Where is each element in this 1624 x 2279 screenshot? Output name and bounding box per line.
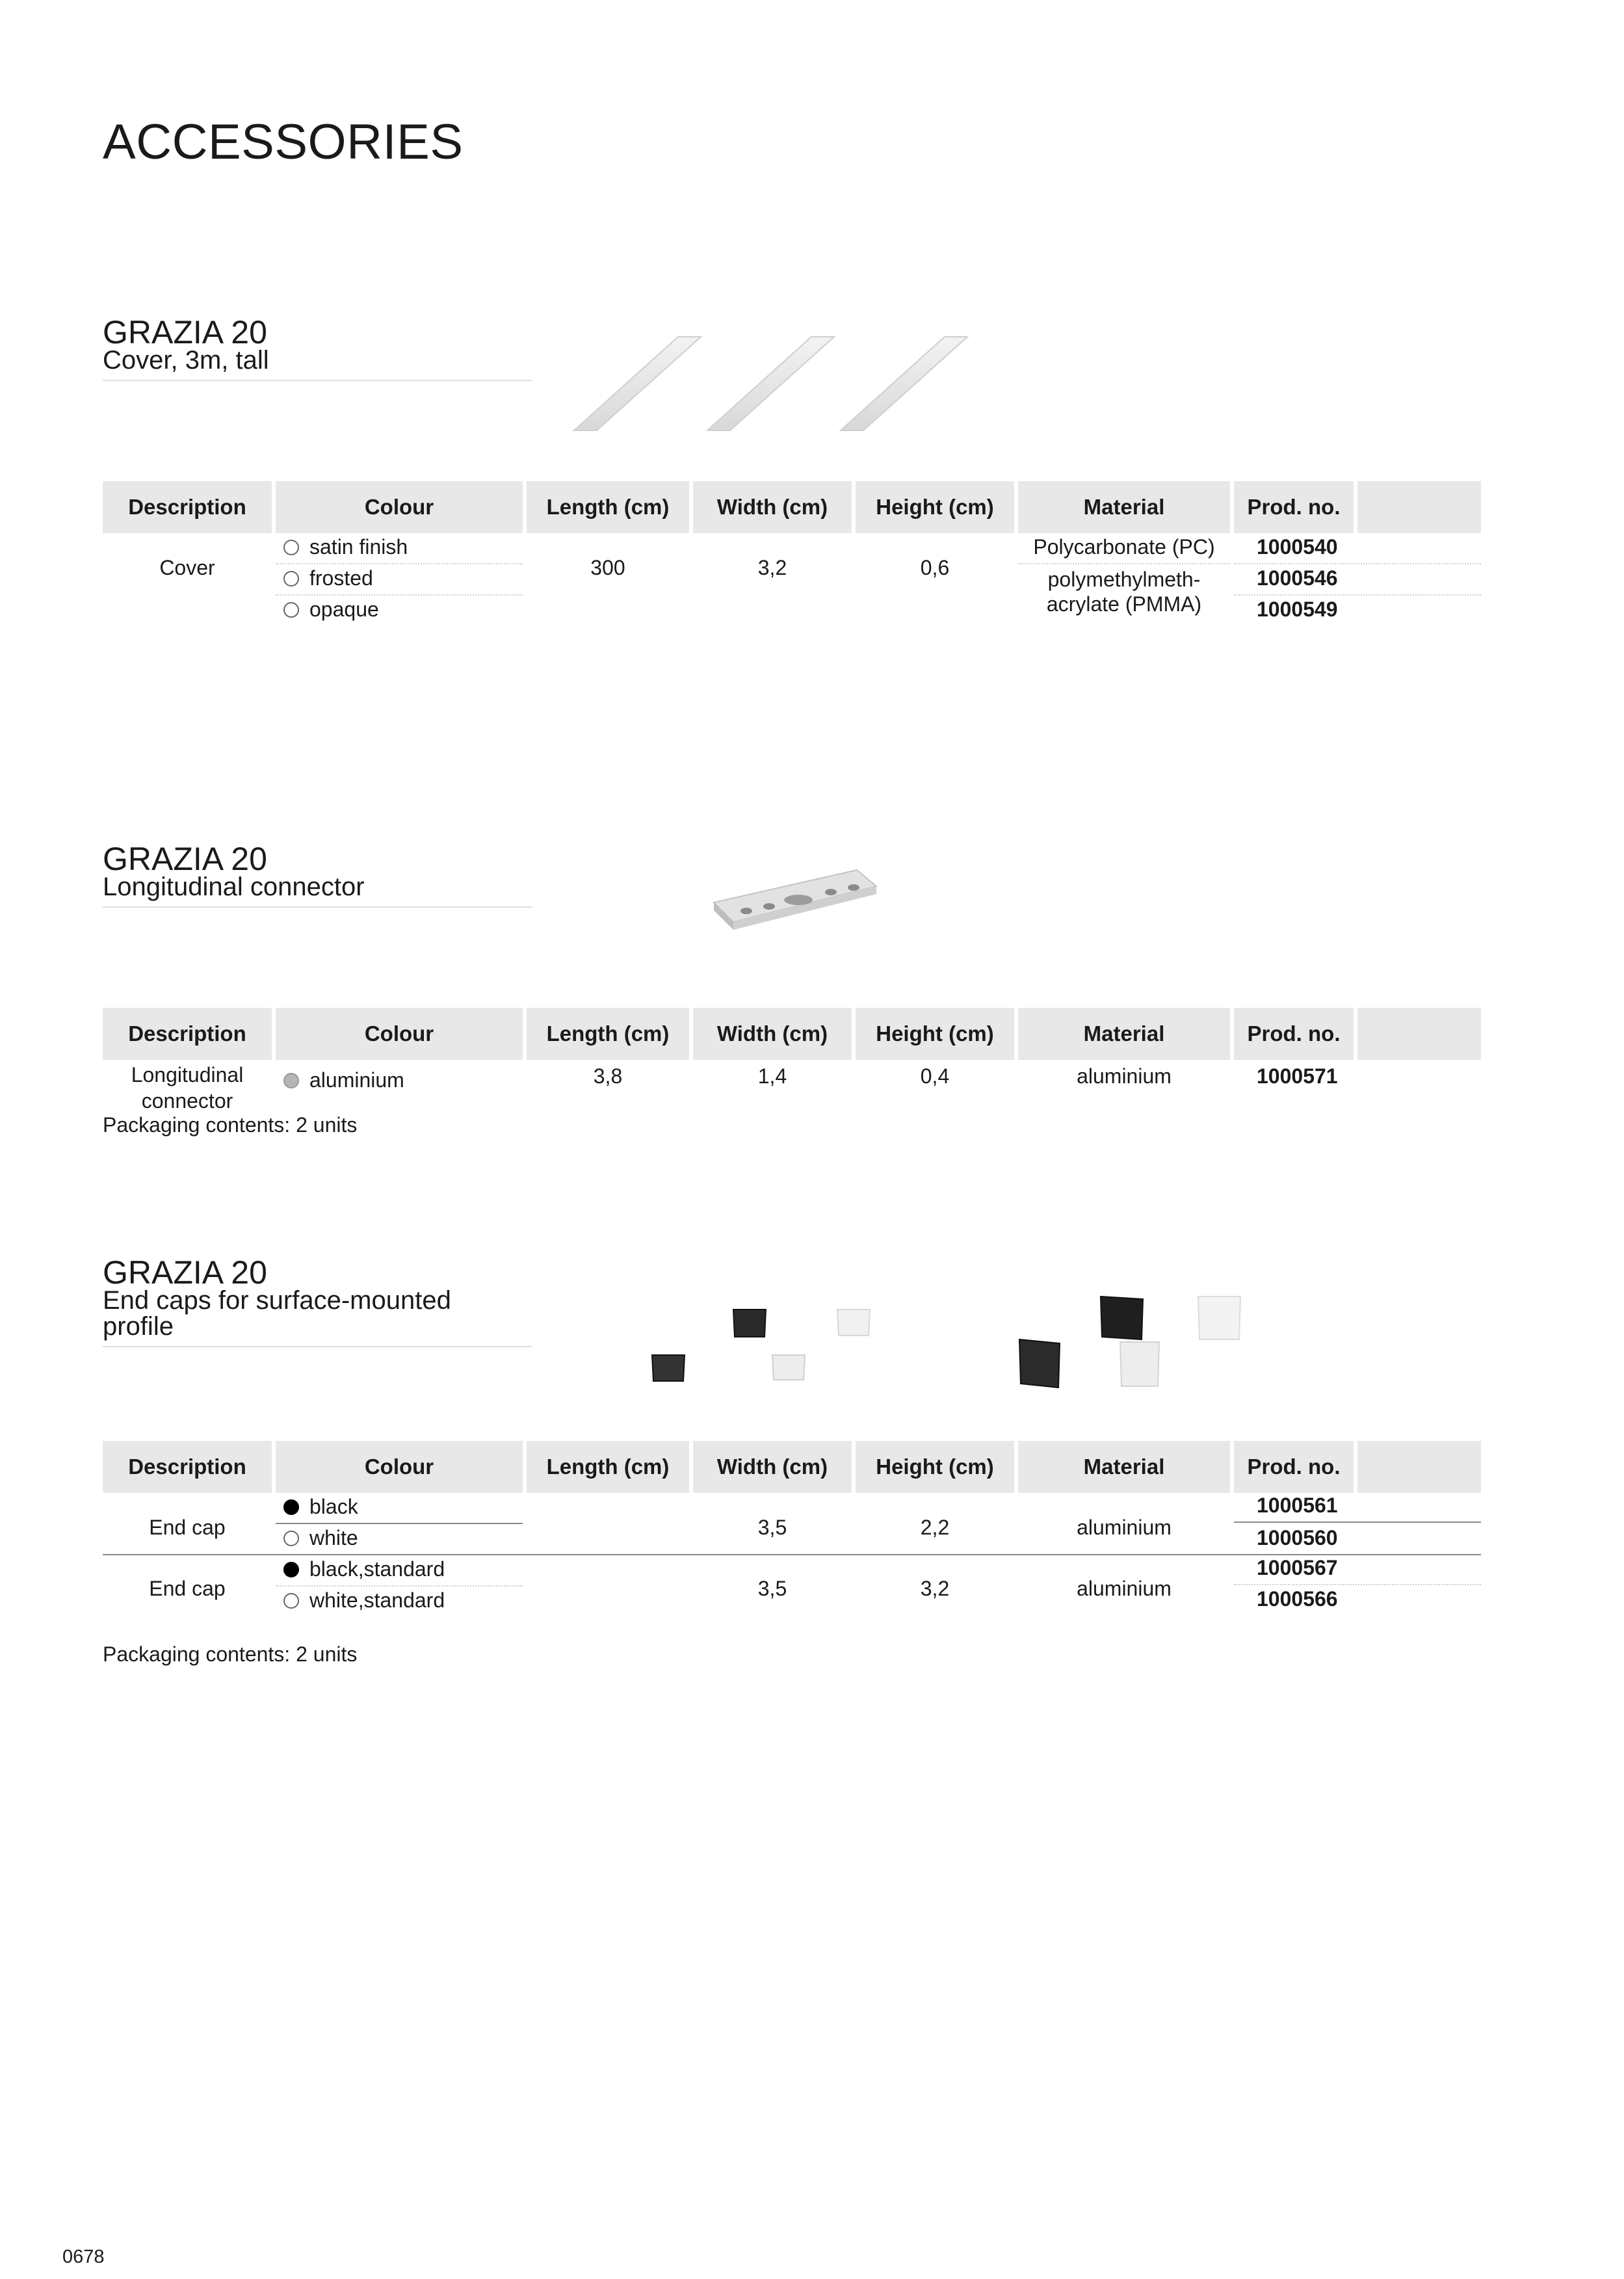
cell-material-pmma-2: acrylate (PMMA) <box>1046 592 1202 616</box>
product-subtitle: End caps for surface-mounted <box>103 1286 451 1315</box>
product-family: GRAZIA 20 <box>103 841 267 877</box>
swatch-aluminium <box>283 1073 299 1088</box>
product-subtitle: Longitudinal connector <box>103 873 365 901</box>
cell-material-pc: Polycarbonate (PC) <box>1033 535 1215 559</box>
swatch-white <box>283 1531 299 1546</box>
prod-number: 1000567 <box>1257 1556 1338 1579</box>
prod-number: 1000540 <box>1257 535 1338 559</box>
cell-description-1: Longitudinal <box>131 1063 244 1087</box>
cell-material: aluminium <box>1077 1577 1172 1600</box>
cell-description-2: connector <box>141 1089 233 1113</box>
cell-width: 3,5 <box>757 1577 787 1600</box>
page-title: ACCESSORIES <box>103 114 464 170</box>
cell-width: 1,4 <box>757 1064 787 1088</box>
section-header <box>103 314 532 381</box>
header-width: Width (cm) <box>693 1441 852 1493</box>
swatch-frosted <box>283 571 299 586</box>
header-height: Height (cm) <box>856 481 1014 533</box>
cell-width: 3,5 <box>757 1516 787 1539</box>
cell-description: End cap <box>149 1577 226 1600</box>
swatch-black <box>283 1562 299 1577</box>
header-description: Description <box>103 1441 272 1493</box>
cell-height: 0,6 <box>920 556 950 579</box>
header-material: Material <box>1018 481 1230 533</box>
endcaps-product-image <box>623 1284 1403 1433</box>
product-subtitle: profile <box>103 1312 174 1341</box>
prod-number: 1000571 <box>1257 1064 1338 1088</box>
section-cover <box>103 314 1487 629</box>
header-description: Description <box>103 1008 272 1060</box>
prod-number: 1000560 <box>1257 1526 1338 1549</box>
prod-number: 1000546 <box>1257 566 1338 590</box>
prod-number: 1000549 <box>1257 598 1338 621</box>
cell-description: End cap <box>149 1516 226 1539</box>
section-connector <box>103 841 1487 1156</box>
cell-length: 300 <box>590 556 625 579</box>
header-blank <box>1357 481 1481 533</box>
colour-row: white,standard <box>283 1587 445 1614</box>
cell-material: aluminium <box>1077 1064 1172 1088</box>
cell-length: 3,8 <box>593 1064 623 1088</box>
cell-material: aluminium <box>1077 1516 1172 1539</box>
cell-description: Cover <box>159 556 215 579</box>
cell-height: 3,2 <box>920 1577 950 1600</box>
header-colour: Colour <box>276 1441 523 1493</box>
header-material: Material <box>1018 1441 1230 1493</box>
header-blank <box>1357 1441 1481 1493</box>
header-height: Height (cm) <box>856 1441 1014 1493</box>
colour-row: black <box>283 1493 358 1520</box>
header-blank <box>1357 1008 1481 1060</box>
header-material: Material <box>1018 1008 1230 1060</box>
header-description: Description <box>103 481 272 533</box>
packaging-note: Packaging contents: 2 units <box>103 1642 358 1666</box>
header-prod-no: Prod. no. <box>1234 481 1354 533</box>
header-height: Height (cm) <box>856 1008 1014 1060</box>
section-endcaps <box>103 1254 1487 1674</box>
prod-number: 1000566 <box>1257 1587 1338 1611</box>
product-family: GRAZIA 20 <box>103 1254 267 1291</box>
section-header <box>103 841 532 908</box>
cover-product-image <box>571 332 1156 442</box>
cell-height: 0,4 <box>920 1064 950 1088</box>
header-prod-no: Prod. no. <box>1234 1441 1354 1493</box>
product-family: GRAZIA 20 <box>103 314 267 350</box>
cell-width: 3,2 <box>757 556 787 579</box>
product-subtitle: Cover, 3m, tall <box>103 346 269 375</box>
swatch-satin <box>283 540 299 555</box>
colour-row: frosted <box>283 564 373 592</box>
packaging-note: Packaging contents: 2 units <box>103 1113 358 1137</box>
colour-row: black,standard <box>283 1555 445 1583</box>
header-length: Length (cm) <box>527 1008 689 1060</box>
swatch-black <box>283 1499 299 1515</box>
header-prod-no: Prod. no. <box>1234 1008 1354 1060</box>
cell-material-pmma-1: polymethylmeth- <box>1047 568 1201 591</box>
swatch-white <box>283 1593 299 1609</box>
header-width: Width (cm) <box>693 1008 852 1060</box>
swatch-opaque <box>283 602 299 618</box>
header-length: Length (cm) <box>527 1441 689 1493</box>
colour-row: opaque <box>283 596 379 623</box>
cell-height: 2,2 <box>920 1516 950 1539</box>
header-width: Width (cm) <box>693 481 852 533</box>
header-colour: Colour <box>276 481 523 533</box>
header-colour: Colour <box>276 1008 523 1060</box>
colour-row: aluminium <box>283 1066 404 1094</box>
colour-row: satin finish <box>283 533 408 560</box>
connector-product-image <box>701 863 896 948</box>
section-header <box>103 1254 532 1347</box>
prod-number: 1000561 <box>1257 1494 1338 1517</box>
page-number: 0678 <box>62 2246 105 2267</box>
header-length: Length (cm) <box>527 481 689 533</box>
colour-row: white <box>283 1524 358 1551</box>
